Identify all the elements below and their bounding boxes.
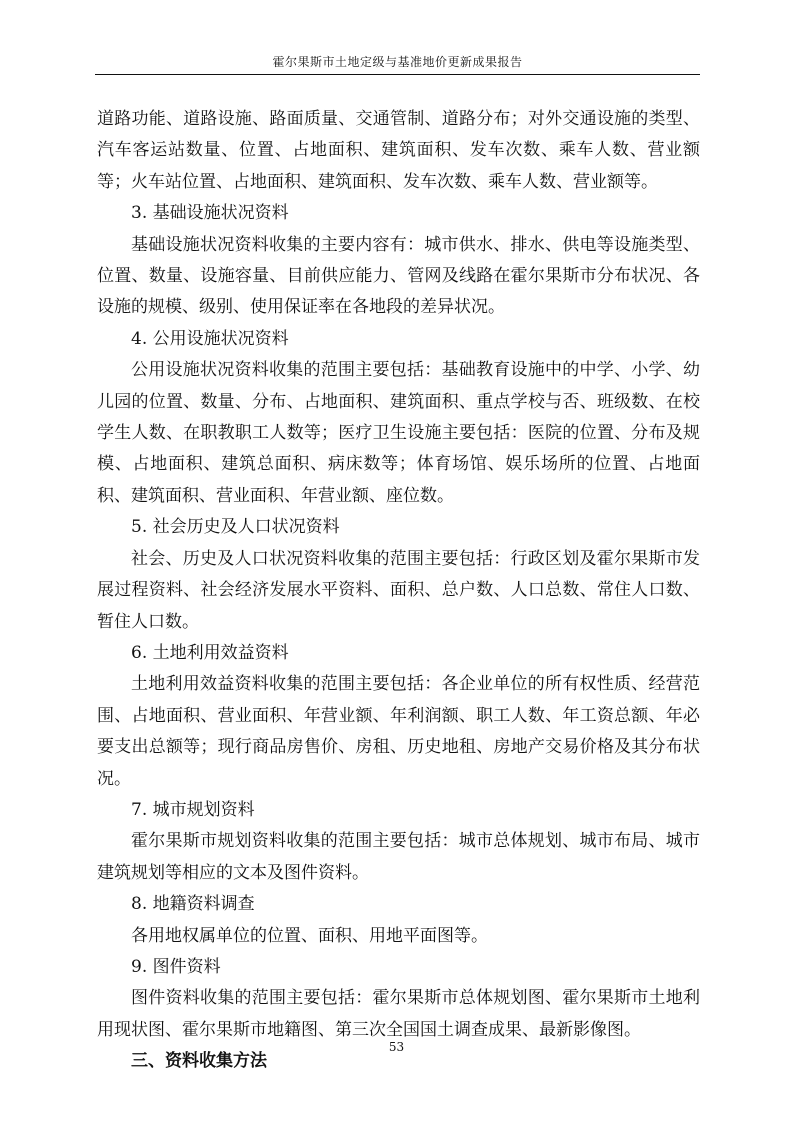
header-divider (95, 74, 700, 75)
paragraph-urban-planning: 霍尔果斯市规划资料收集的范围主要包括：城市总体规划、城市布局、城市建筑规划等相应的文本及图件资料。 (97, 831, 700, 883)
paragraph-cadastral-survey: 各用地权属单位的位置、面积、用地平面图等。 (131, 925, 488, 946)
paragraph-public-facilities: 公用设施状况资料收集的范围主要包括：基础教育设施中的中学、小学、幼儿园的位置、数量、分布、占地面积、建筑面积、重点学校与否、班级数、在校学生人数、在职教职工人数等；医疗卫生设施主要包括：医院的位置、分布及规模、占地面积、建筑总面积、病床数等；体育场馆、娱乐场所的位置、占地面积、建筑面积、营业面积、年营业额、座位数。 (97, 360, 700, 506)
heading-map-materials: 9. 图件资料 (131, 956, 221, 977)
paragraph-transport-continued: 道路功能、道路设施、路面质量、交通管制、道路分布；对外交通设施的类型、汽车客运站数量、位置、占地面积、建筑面积、发车次数、乘车人数、营业额等；火车站位置、占地面积、建筑面积、发车次数、乘车人数、营业额等。 (97, 109, 700, 192)
heading-infrastructure: 3. 基础设施状况资料 (131, 203, 289, 224)
page-header-title: 霍尔果斯市土地定级与基准地价更新成果报告 (272, 55, 523, 69)
section-title-collection-methods: 三、资料收集方法 (131, 1051, 267, 1072)
paragraph-land-use-benefit: 土地利用效益资料收集的范围主要包括：各企业单位的所有权性质、经营范围、占地面积、营业面积、年营业额、年利润额、职工人数、年工资总额、年必要支出总额等；现行商品房售价、房租、历史地租、房地产交易价格及其分布状况。 (97, 674, 700, 789)
paragraph-social-history-population: 社会、历史及人口状况资料收集的范围主要包括：行政区划及霍尔果斯市发展过程资料、社会经济发展水平资料、面积、总户数、人口总数、常住人口数、暂住人口数。 (97, 548, 700, 632)
paragraph-infrastructure: 基础设施状况资料收集的主要内容有：城市供水、排水、供电等设施类型、位置、数量、设施容量、目前供应能力、管网及线路在霍尔果斯市分布状况、各设施的规模、级别、使用保证率在各地段的差异状况。 (97, 234, 700, 318)
paragraph-map-materials: 图件资料收集的范围主要包括：霍尔果斯市总体规划图、霍尔果斯市土地利用现状图、霍尔果斯市地籍图、第三次全国国土调查成果、最新影像图。 (97, 988, 700, 1040)
heading-social-history-population: 5. 社会历史及人口状况资料 (131, 517, 340, 538)
heading-urban-planning: 7. 城市规划资料 (131, 799, 255, 820)
heading-land-use-benefit: 6. 土地利用效益资料 (131, 642, 289, 663)
heading-public-facilities: 4. 公用设施状况资料 (131, 328, 289, 349)
heading-cadastral-survey: 8. 地籍资料调查 (131, 894, 255, 915)
document-body (97, 104, 700, 1078)
page-number: 53 (388, 1040, 405, 1054)
